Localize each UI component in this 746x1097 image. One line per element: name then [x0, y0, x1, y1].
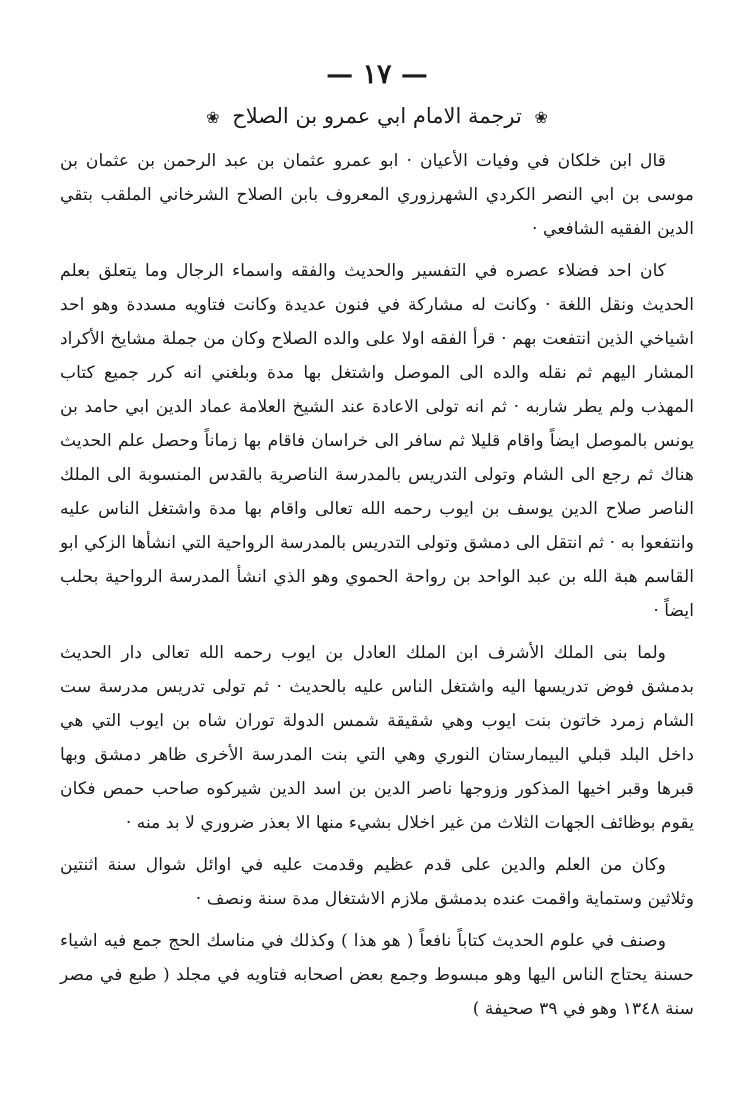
- ornament-left-icon: ❀: [206, 108, 220, 127]
- paragraph-dar-al-hadith: ولما بنى الملك الأشرف ابن الملك العادل بن ايوب رحمه الله تعالى دار الحديث بدمشق فوض تدريسها اليه واشتغل الناس عليه بالحديث · ثم تولى تدريس مدرسة ست الشام زمرد خاتون بنت ايوب وهي شقيقة شمس الدولة توران شاه بن ايوب التي هي داخل البلد قبلي البيمارستان النوري وهي التي بنت المدرسة الأخرى ظاهر دمشق وبها قبرها وقبر اخيها المذكور وزوجها ناصر الدين بن اسد الدين شيركوه صاحب حمص فكان يقوم بوظائف الجهات الثلاث من غير اخلال بشيء منها الا بعذر ضروري لا بد منه ·: [60, 643, 694, 833]
- paragraph-biography: كان احد فضلاء عصره في التفسير والحديث والفقه واسماء الرجال وما يتعلق بعلم الحديث ونقل اللغة · وكانت له مشاركة في فنون عديدة وكانت فتاويه مسددة وهو احد اشياخي الذين انتفعت بهم · قرأ الفقه اولا على والده الصلاح وكان من جملة مشايخ الأكراد المشار اليهم ثم نقله والده الى الموصل واشتغل بها مدة وبلغني انه كرر جميع كتاب المهذب ولم يطر شاربه · ثم انه تولى الاعادة عند الشيخ العلامة عماد الدين ابي حامد بن يونس بالموصل ايضاً واقام قليلا ثم سافر الى خراسان فاقام بها زماناً وحصل علم الحديث هناك ثم رجع الى الشام وتولى التدريس بالمدرسة الناصرية بالقدس المنسوبة الى الملك الناصر صلاح الدين يوسف بن ايوب رحمه الله تعالى واقام بها مدة واشتغل الناس عليه وانتفعوا به · ثم انتقل الى دمشق وتولى التدريس بالمدرسة الرواحية التي انشأها الزكي ابو القاسم هبة الله بن عبد الواحد بن رواحة الحموي وهو الذي انشأ المدرسة الرواحية بحلب ايضاً ·: [60, 261, 694, 621]
- section-heading: [60, 98, 694, 134]
- paragraph-knowledge: وكان من العلم والدين على قدم عظيم وقدمت عليه في اوائل شوال سنة اثنتين وثلاثين وستماية واقمت عنده بدمشق ملازم الاشتغال مدة سنة ونصف ·: [60, 855, 694, 909]
- paragraph-works: وصنف في علوم الحديث كتاباً نافعاً ( هو هذا ) وكذلك في مناسك الحج جمع فيه اشياء حسنة يحتاج الناس اليها وهو مبسوط وجمع بعض اصحابه فتاويه في مجلد ( طبع في مصر سنة ١٣٤٨ وهو في ٣٩ صحيفة ): [60, 931, 694, 1019]
- ornament-right-icon: ❀: [534, 108, 548, 127]
- page-number: — ١٧ —: [326, 59, 428, 90]
- paragraph-intro: قال ابن خلكان في وفيات الأعيان · ابو عمرو عثمان بن عبد الرحمن بن عثمان بن موسى بن ابي النصر الكردي الشهرزوري المعروف بابن الصلاح الشرخاني الملقب بتقي الدين الفقيه الشافعي ·: [60, 151, 694, 239]
- body-text: [60, 144, 694, 1026]
- section-title: ترجمة الامام ابي عمرو بن الصلاح: [232, 104, 522, 128]
